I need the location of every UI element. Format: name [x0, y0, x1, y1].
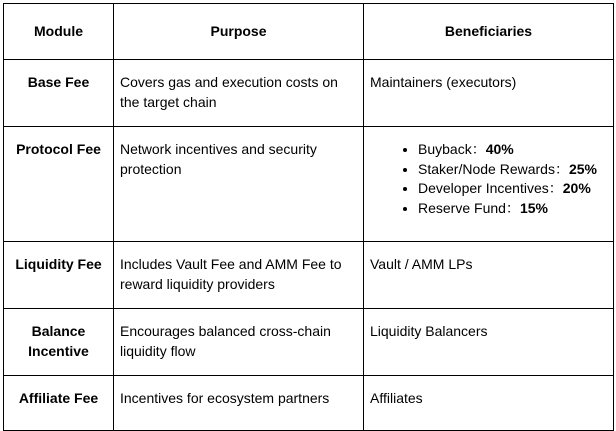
purpose-cell: Covers gas and execution costs on the target chain: [114, 60, 364, 127]
beneficiary-percent: 20%: [562, 180, 591, 196]
beneficiary-label: Staker/Node Rewards：: [418, 160, 569, 177]
beneficiaries-cell: Vault / AMM LPs: [364, 242, 614, 309]
module-cell: Balance Incentive: [4, 309, 114, 376]
beneficiaries-cell: Affiliates: [364, 376, 614, 431]
header-purpose: Purpose: [114, 4, 364, 60]
beneficiary-label: Reserve Fund：: [418, 199, 520, 216]
module-cell: Affiliate Fee: [4, 376, 114, 431]
beneficiaries-cell: Liquidity Balancers: [364, 309, 614, 376]
beneficiary-percent: 15%: [519, 199, 548, 216]
header-beneficiaries: Beneficiaries: [364, 4, 614, 60]
fee-module-table: [3, 3, 614, 431]
list-item: [418, 199, 607, 219]
header-row: [4, 4, 614, 60]
beneficiary-label: Developer Incentives：: [418, 180, 563, 196]
purpose-cell: Network incentives and security protection: [114, 127, 364, 242]
beneficiary-percent: 25%: [568, 160, 597, 177]
header-module: Module: [4, 4, 114, 60]
beneficiaries-cell: [364, 127, 614, 242]
table-row: [4, 309, 614, 376]
list-item: [418, 179, 607, 199]
purpose-cell: Includes Vault Fee and AMM Fee to reward liquidity providers: [114, 242, 364, 309]
list-item: [418, 160, 607, 180]
purpose-cell: Encourages balanced cross-chain liquidity flow: [114, 309, 364, 376]
list-item: [418, 140, 607, 160]
purpose-cell: Incentives for ecosystem partners: [114, 376, 364, 431]
module-cell: Liquidity Fee: [4, 242, 114, 309]
beneficiary-label: Buyback：: [418, 141, 486, 157]
beneficiaries-cell: Maintainers (executors): [364, 60, 614, 127]
beneficiary-percent: 40%: [485, 141, 514, 157]
table-row: [4, 376, 614, 431]
table-row: [4, 60, 614, 127]
module-cell: Protocol Fee: [4, 127, 114, 242]
beneficiaries-list: [370, 140, 607, 218]
table-row: [4, 127, 614, 242]
module-cell: Base Fee: [4, 60, 114, 127]
table-row: [4, 242, 614, 309]
